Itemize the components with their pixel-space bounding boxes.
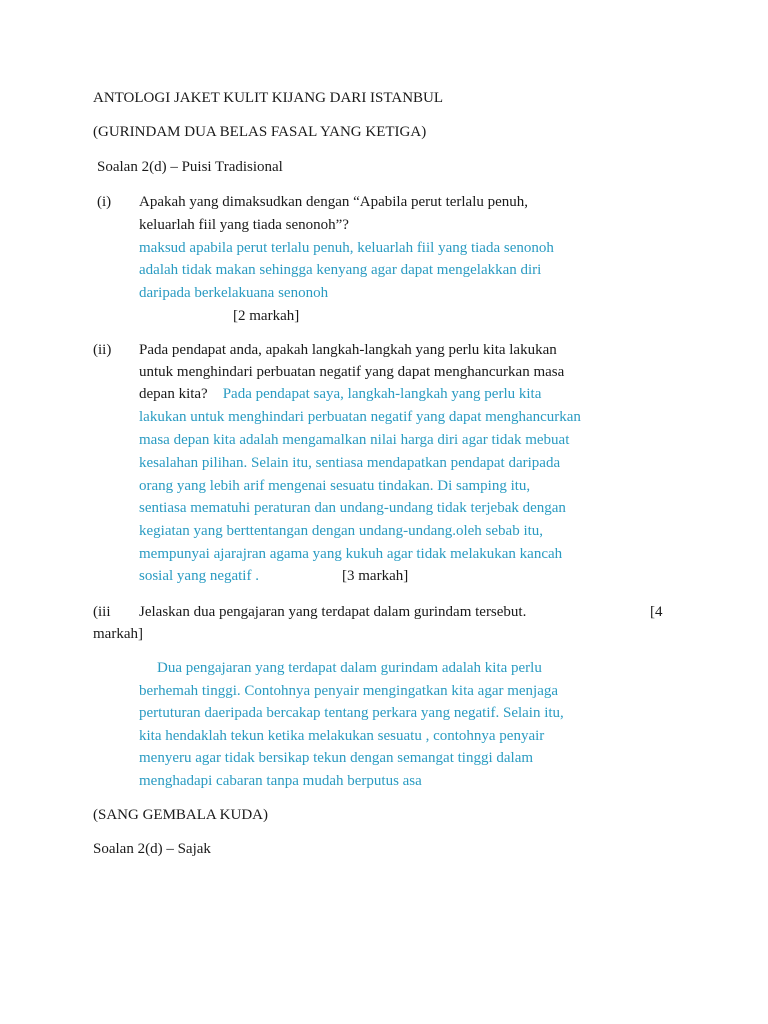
question-number: (i)	[97, 194, 112, 210]
section-heading: Soalan 2(d) – Puisi Tradisional	[97, 159, 283, 175]
marks-label: [2 markah]	[233, 308, 300, 324]
question-text: Apakah yang dimaksudkan dengan “Apabila perut terlalu penuh,	[139, 194, 529, 210]
answer-text: masa depan kita adalah mengamalkan nilai harga diri agar tidak mebuat	[139, 432, 570, 448]
answer-text: pertuturan daeripada bercakap tentang perkara yang negatif. Selain itu,	[139, 705, 564, 721]
document-title: ANTOLOGI JAKET KULIT KIJANG DARI ISTANBUL	[93, 90, 444, 106]
answer-text: orang yang lebih arif mengenai sesuatu tindakan. Di samping itu,	[139, 478, 531, 494]
answer-text: berhemah tinggi. Contohnya penyair mengingatkan kita agar menjaga	[139, 683, 559, 699]
answer-text: daripada berkelakuana senonoh	[139, 285, 329, 301]
marks-label: [4	[650, 604, 663, 620]
question-number: (ii)	[93, 342, 112, 358]
poem-title: (SANG GEMBALA KUDA)	[93, 807, 268, 823]
question-text: keluarlah fiil yang tiada senonoh”?	[139, 217, 349, 233]
answer-text: kesalahan pilihan. Selain itu, sentiasa mendapatkan pendapat daripada	[139, 455, 561, 471]
marks-label: markah]	[93, 626, 143, 642]
answer-text: sentiasa mematuhi peraturan dan undang-undang tidak terjebak dengan	[139, 500, 566, 516]
question-text: untuk menghindari perbuatan negatif yang dapat menghancurkan masa	[139, 364, 565, 380]
question-number: (iii	[93, 604, 111, 620]
question-text: Jelaskan dua pengajaran yang terdapat dalam gurindam tersebut.	[139, 604, 527, 620]
poem-subtitle: (GURINDAM DUA BELAS FASAL YANG KETIGA)	[93, 124, 427, 140]
answer-text: Dua pengajaran yang terdapat dalam gurindam adalah kita perlu	[157, 660, 542, 676]
answer-text: lakukan untuk menghindari perbuatan negatif yang dapat menghancurkan	[139, 409, 581, 425]
answer-text: mempunyai ajarajran agama yang kukuh agar tidak melakukan kancah	[139, 546, 563, 562]
answer-text: adalah tidak makan sehingga kenyang agar dapat mengelakkan diri	[139, 262, 542, 278]
question-text	[139, 383, 541, 406]
answer-text: maksud apabila perut terlalu penuh, keluarlah fiil yang tiada senonoh	[139, 240, 554, 256]
marks-label: [3 markah]	[342, 568, 409, 584]
answer-text: Pada pendapat saya, langkah-langkah yang perlu kita	[222, 386, 542, 402]
answer-text: kita hendaklah tekun ketika melakukan sesuatu , contohnya penyair	[139, 728, 545, 744]
answer-text: menghadapi cabaran tanpa mudah berputus asa	[139, 773, 422, 789]
answer-text: sosial yang negatif .	[139, 568, 259, 584]
section-heading: Soalan 2(d) – Sajak	[93, 841, 211, 857]
question-text-end: depan kita?	[139, 386, 208, 402]
question-text: Pada pendapat anda, apakah langkah-langkah yang perlu kita lakukan	[139, 342, 557, 358]
answer-text: menyeru agar tidak bersikap tekun dengan semangat tinggi dalam	[139, 750, 534, 766]
answer-text: kegiatan yang berttentangan dengan undang-undang.oleh sebab itu,	[139, 523, 544, 539]
